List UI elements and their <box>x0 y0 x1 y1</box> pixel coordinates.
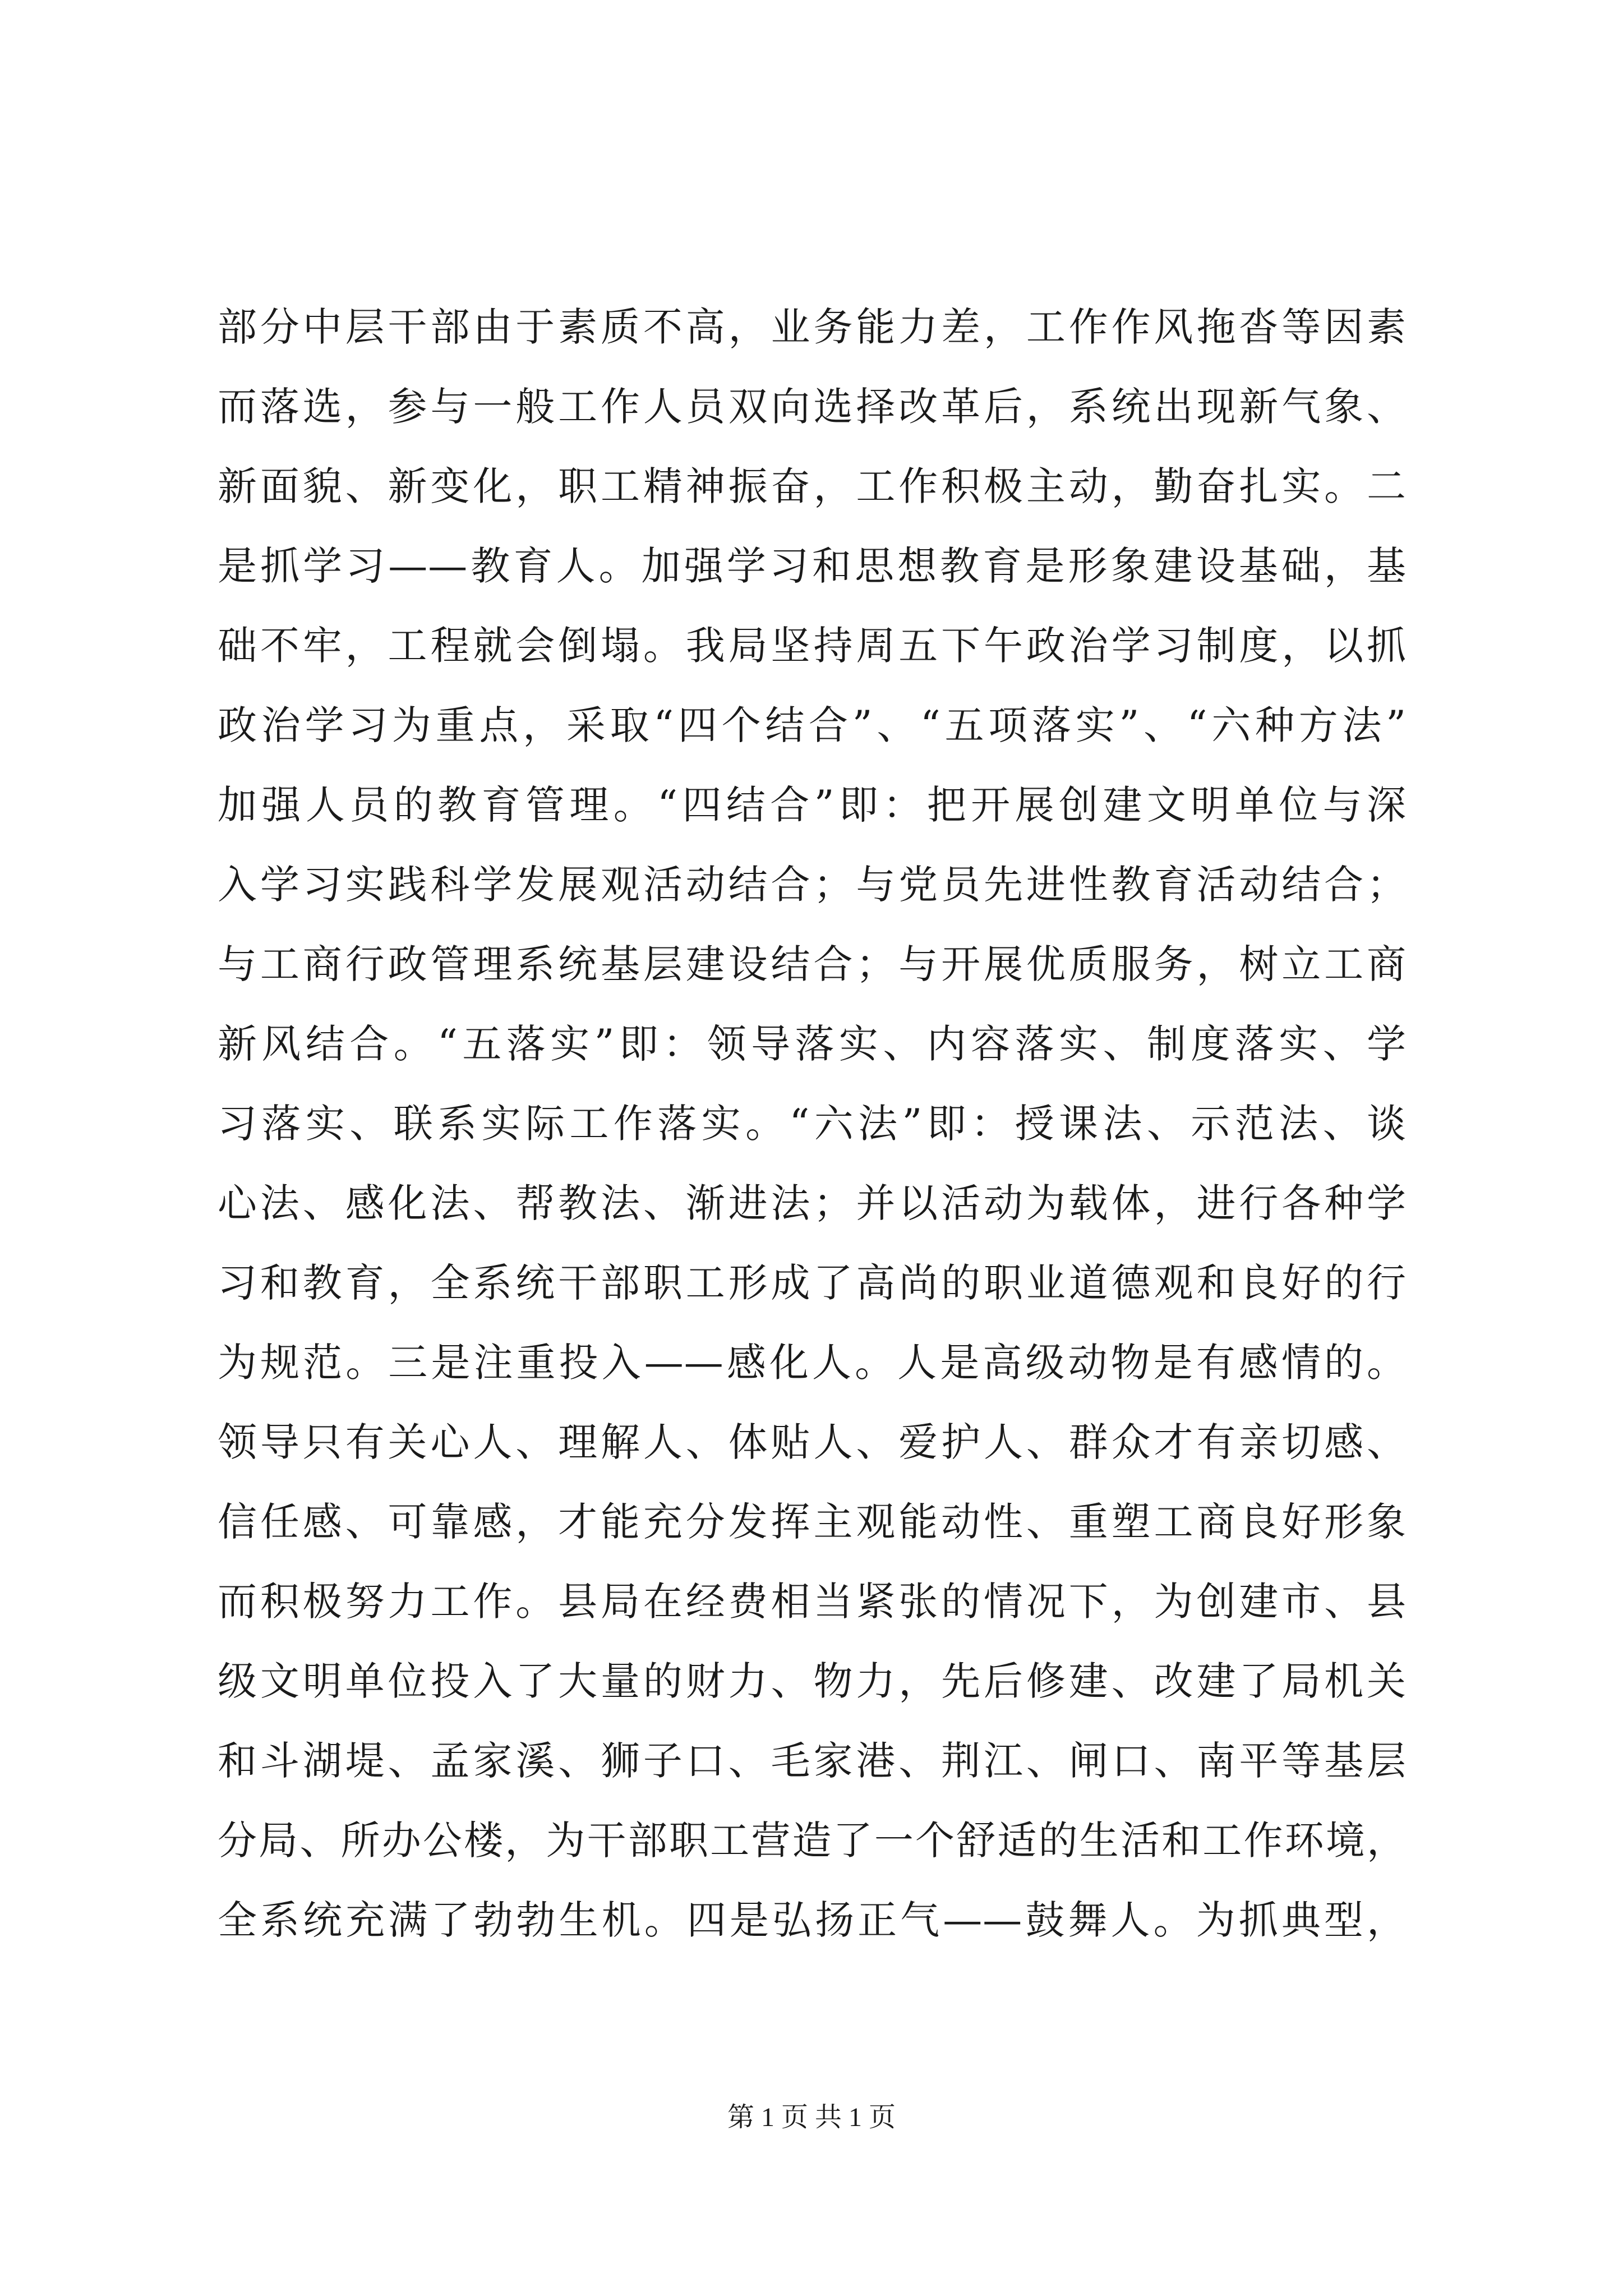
text-line: 础不牢，工程就会倒塌。我局坚持周五下午政治学习制度，以抓 <box>218 623 1407 669</box>
text-line: 和斗湖堤、孟家溪、狮子口、毛家港、荆江、闸口、南平等基层 <box>218 1738 1407 1784</box>
text-line: 全系统充满了勃勃生机。四是弘扬正气——鼓舞人。为抓典型， <box>218 1897 1407 1943</box>
text-line: 心法、感化法、帮教法、渐进法；并以活动为载体，进行各种学 <box>218 1180 1407 1226</box>
text-line: 入学习实践科学发展观活动结合；与党员先进性教育活动结合； <box>218 862 1407 908</box>
text-line: 政治学习为重点，采取“四个结合”、“五项落实”、“六种方法” <box>218 702 1407 748</box>
text-line: 领导只有关心人、理解人、体贴人、爱护人、群众才有亲切感、 <box>218 1419 1407 1465</box>
text-line: 与工商行政管理系统基层建设结合；与开展优质服务，树立工商 <box>218 941 1407 987</box>
text-line: 而落选，参与一般工作人员双向选择改革后，系统出现新气象、 <box>218 384 1407 430</box>
text-line: 习和教育，全系统干部职工形成了高尚的职业道德观和良好的行 <box>218 1260 1407 1306</box>
text-line: 级文明单位投入了大量的财力、物力，先后修建、改建了局机关 <box>218 1658 1407 1704</box>
text-line: 部分中层干部由于素质不高，业务能力差，工作作风拖沓等因素 <box>218 304 1407 350</box>
text-line: 分局、所办公楼，为干部职工营造了一个舒适的生活和工作环境， <box>218 1818 1407 1864</box>
text-line: 信任感、可靠感，才能充分发挥主观能动性、重塑工商良好形象 <box>218 1499 1407 1545</box>
text-line: 加强人员的教育管理。“四结合”即：把开展创建文明单位与深 <box>218 782 1407 828</box>
text-line: 为规范。三是注重投入——感化人。人是高级动物是有感情的。 <box>218 1340 1407 1386</box>
page-number-footer: 第 1 页 共 1 页 <box>727 2102 896 2132</box>
text-line: 新风结合。“五落实”即：领导落实、内容落实、制度落实、学 <box>218 1021 1407 1067</box>
text-line: 是抓学习——教育人。加强学习和思想教育是形象建设基础，基 <box>218 543 1407 589</box>
body-paragraph <box>218 287 1407 1960</box>
text-line: 而积极努力工作。县局在经费相当紧张的情况下，为创建市、县 <box>218 1579 1407 1625</box>
text-line: 新面貌、新变化，职工精神振奋，工作积极主动，勤奋扎实。二 <box>218 463 1407 509</box>
text-line: 习落实、联系实际工作落实。“六法”即：授课法、示范法、谈 <box>218 1101 1407 1147</box>
